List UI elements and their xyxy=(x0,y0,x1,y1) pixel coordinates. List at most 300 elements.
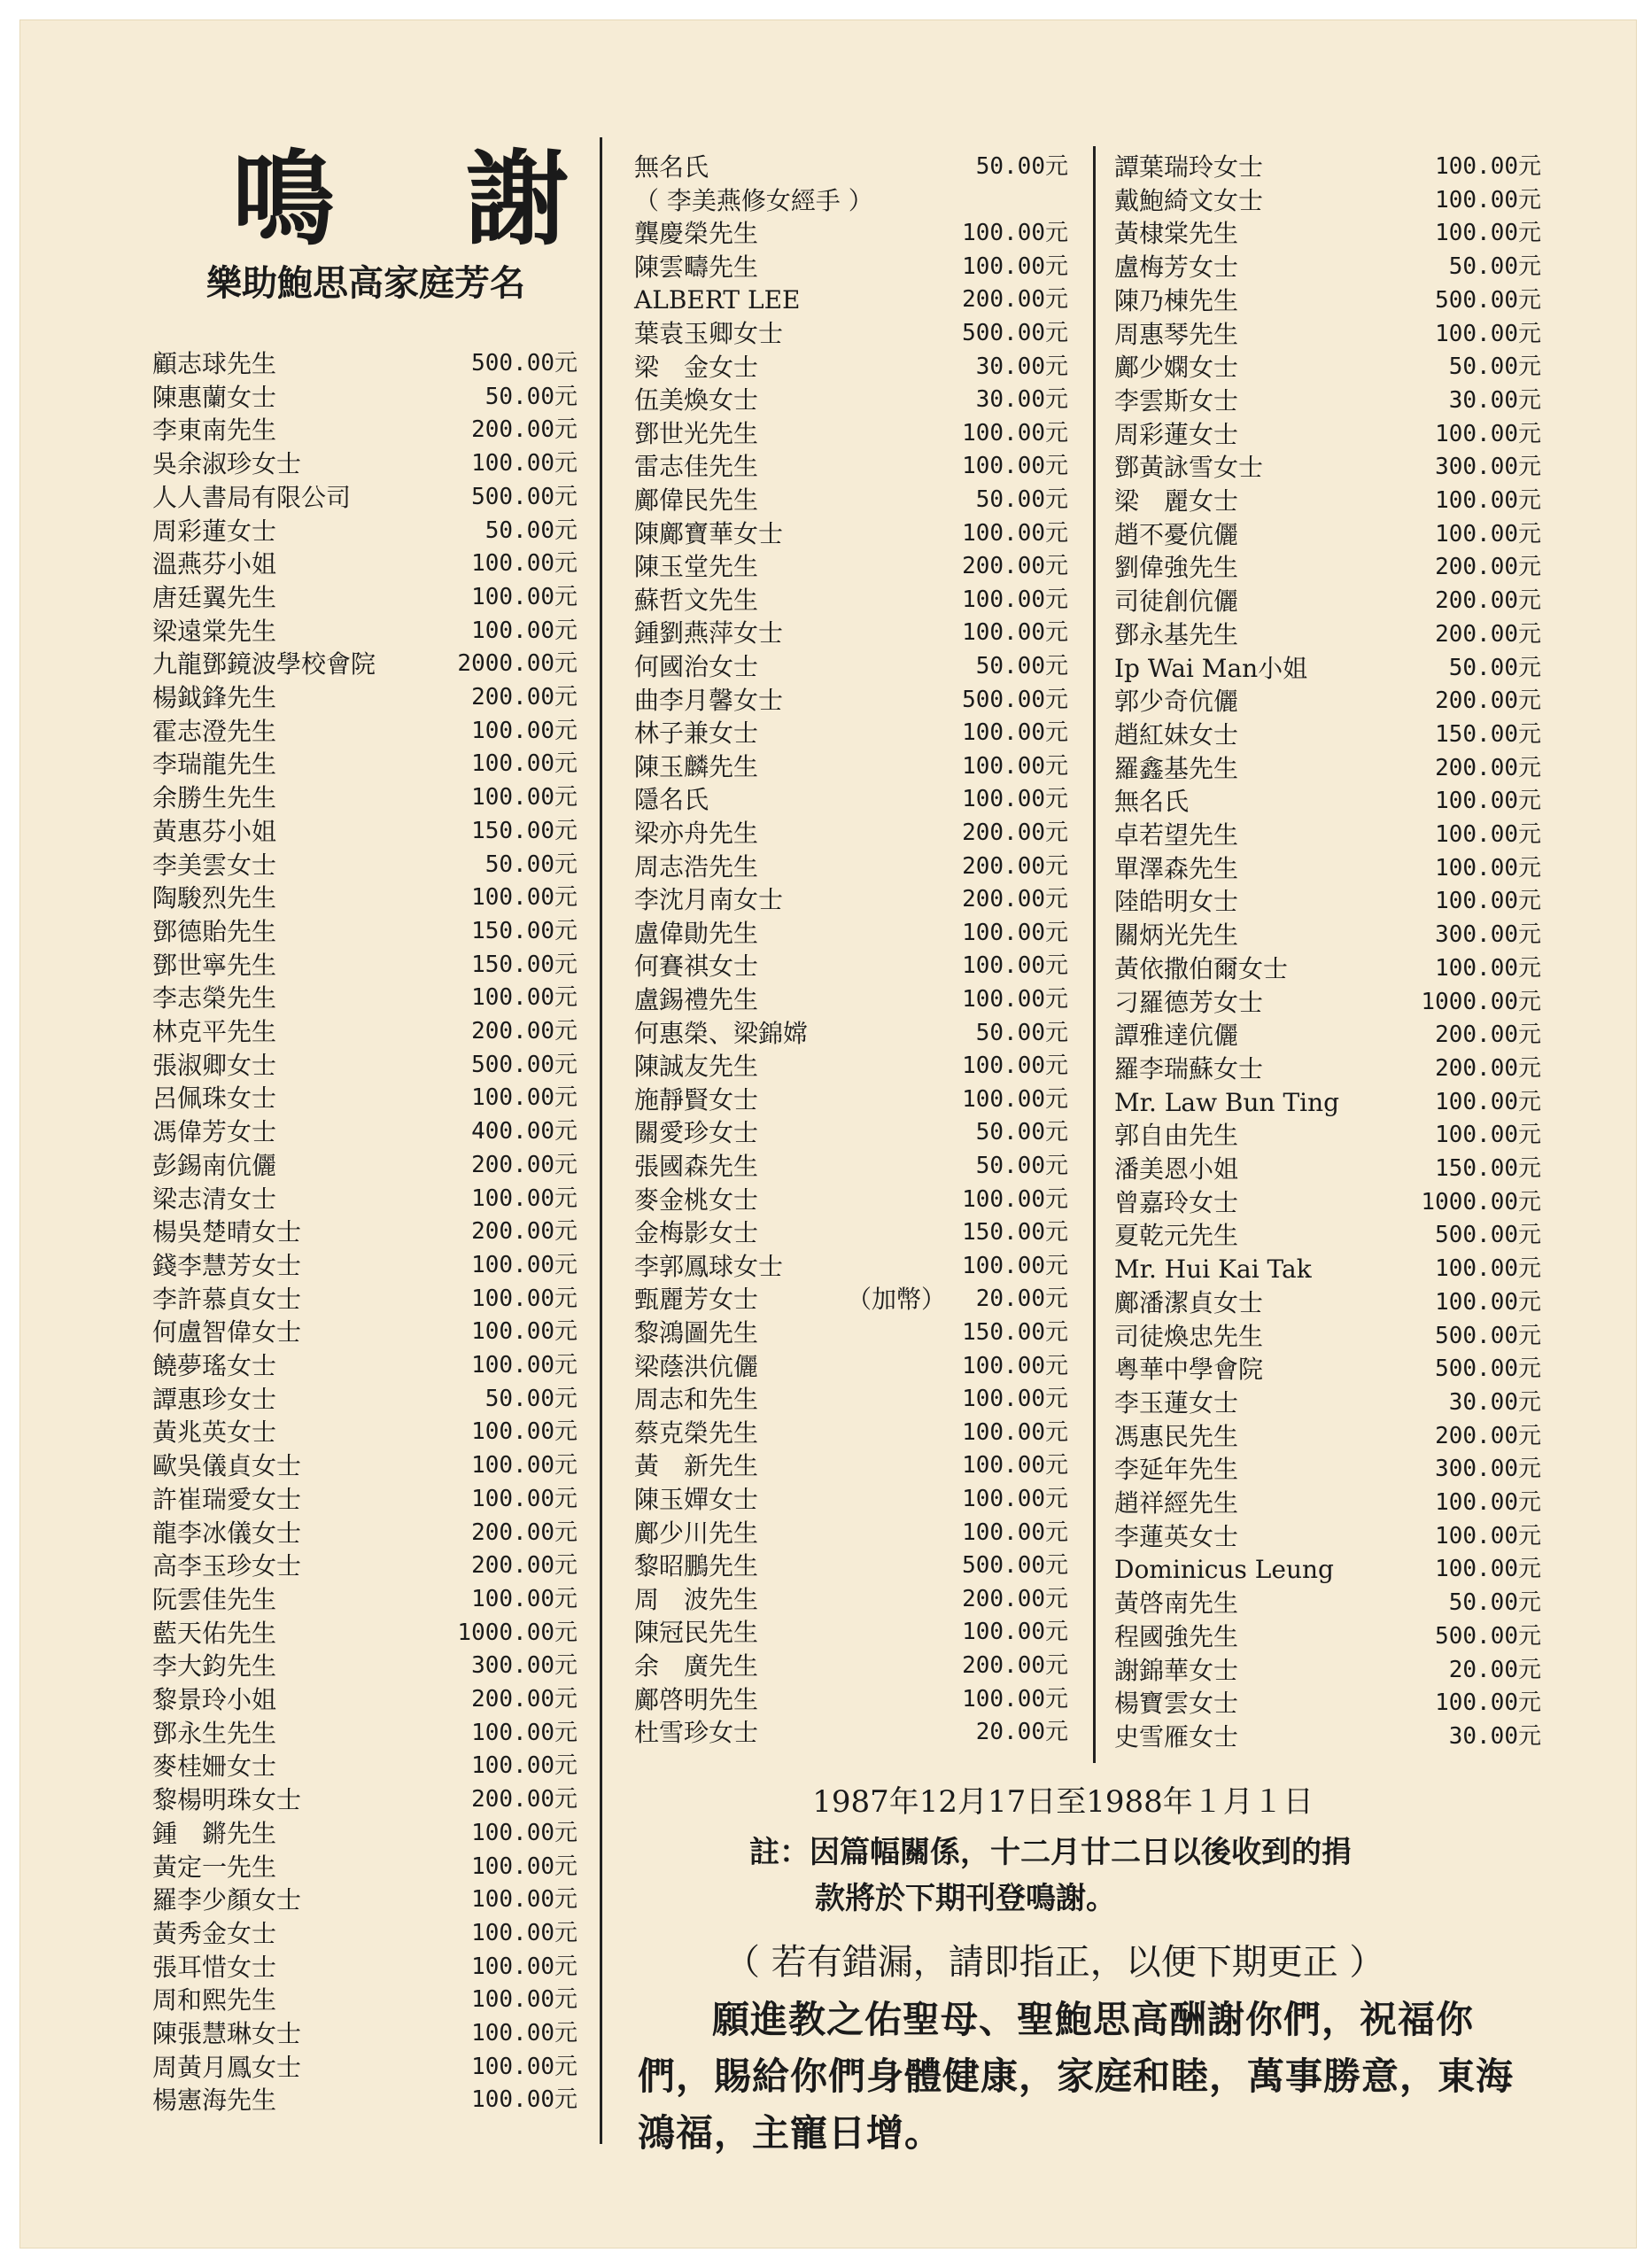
donor-row xyxy=(634,284,1068,316)
donor-row xyxy=(1114,952,1541,985)
donation-amount: 100.00元 xyxy=(471,884,577,912)
donor-name: 梁遠棠先生 xyxy=(152,616,277,646)
donor-row xyxy=(634,1017,1068,1050)
donor-name: 李志榮先生 xyxy=(152,983,277,1014)
donor-column-1 xyxy=(152,347,577,2119)
donor-name: 周志浩先生 xyxy=(634,851,759,882)
donor-name: 郭自由先生 xyxy=(1114,1121,1239,1151)
donor-name: 曲李月馨女士 xyxy=(634,685,784,715)
donor-row xyxy=(1114,1219,1541,1252)
donor-name: 楊鉞鋒先生 xyxy=(152,683,277,712)
page-subtitle: 樂助鮑思高家庭芳名 xyxy=(206,262,525,304)
donor-name: 趙不憂伉儷 xyxy=(1114,519,1239,549)
donation-amount: 500.00元 xyxy=(1435,1322,1541,1349)
donor-row xyxy=(152,581,577,614)
donor-row xyxy=(152,1049,577,1082)
donor-row xyxy=(1114,718,1541,751)
donor-row xyxy=(634,417,1068,450)
donor-row xyxy=(1114,384,1541,417)
donor-row xyxy=(634,550,1068,583)
donor-row xyxy=(634,1716,1068,1749)
donation-amount: 100.00元 xyxy=(471,1184,577,1212)
donation-amount: 200.00元 xyxy=(1435,587,1541,615)
donor-row xyxy=(152,982,577,1014)
donor-name: 李沈月南女士 xyxy=(634,885,784,915)
donor-name: 馮惠民先生 xyxy=(1114,1421,1239,1451)
donor-name: 盧錫禮先生 xyxy=(634,985,759,1014)
donor-row xyxy=(634,384,1068,416)
donation-amount: 100.00元 xyxy=(471,1752,577,1780)
donation-amount: 100.00元 xyxy=(962,1085,1068,1113)
donation-amount: 2000.00元 xyxy=(457,650,577,678)
donor-name: 李美雲女士 xyxy=(152,850,277,880)
donor-name: 饒夢瑤女士 xyxy=(152,1351,277,1380)
donor-row xyxy=(634,817,1068,850)
donation-amount: 100.00元 xyxy=(962,252,1068,280)
donation-amount: 150.00元 xyxy=(471,817,577,844)
donor-name: 梁亦舟先生 xyxy=(634,819,759,848)
donor-row xyxy=(152,381,577,414)
column-divider-right xyxy=(1093,146,1096,1763)
donor-name: 李玉蓮女士 xyxy=(1114,1387,1239,1418)
donation-amount: 1000.00元 xyxy=(1421,988,1541,1015)
donor-row xyxy=(1114,251,1541,284)
donor-row xyxy=(152,882,577,914)
donation-amount: 500.00元 xyxy=(962,686,1068,713)
donation-amount: 100.00元 xyxy=(471,1719,577,1746)
donor-name: 鄧世寧先生 xyxy=(152,950,277,980)
donation-amount: 100.00元 xyxy=(962,619,1068,647)
donor-row xyxy=(1114,1420,1541,1453)
donor-row xyxy=(1114,1119,1541,1152)
donor-name: 黎鴻圖先生 xyxy=(634,1318,759,1348)
donation-amount: 100.00元 xyxy=(471,2086,577,2114)
donation-amount: 100.00元 xyxy=(471,1452,577,1480)
donation-amount: 100.00元 xyxy=(471,1919,577,1946)
donor-row xyxy=(152,1249,577,1282)
donor-row xyxy=(152,648,577,680)
donor-row xyxy=(634,850,1068,883)
donation-amount: 500.00元 xyxy=(1435,1222,1541,1249)
donor-name: 曾嘉玲女士 xyxy=(1114,1187,1239,1217)
donation-amount: 30.00元 xyxy=(975,386,1068,414)
donor-row xyxy=(152,1717,577,1750)
donor-name: 九龍鄧鏡波學校會院 xyxy=(152,649,376,680)
donation-amount: 100.00元 xyxy=(1435,320,1541,347)
donation-amount: 100.00元 xyxy=(1435,1288,1541,1316)
donor-name: 楊寶雲女士 xyxy=(1114,1689,1239,1719)
donation-amount: 100.00元 xyxy=(962,453,1068,480)
donation-amount: 100.00元 xyxy=(471,1585,577,1612)
donation-amount: 150.00元 xyxy=(962,1219,1068,1247)
donor-row xyxy=(152,1951,577,1984)
donor-row xyxy=(634,1550,1068,1582)
donor-row xyxy=(152,1283,577,1316)
donor-name: 何盧智偉女士 xyxy=(152,1317,302,1348)
donor-name: （ 李美燕修女經手 ） xyxy=(634,185,873,215)
donor-row xyxy=(634,1317,1068,1349)
donation-amount: 150.00元 xyxy=(471,951,577,978)
donation-amount: 50.00元 xyxy=(484,850,577,878)
donor-row xyxy=(152,1617,577,1650)
donation-amount: 100.00元 xyxy=(471,1418,577,1446)
donor-row xyxy=(152,1149,577,1182)
donor-name: 周和熙先生 xyxy=(152,1985,277,2016)
donor-name: 戴鮑綺文女士 xyxy=(1114,185,1264,215)
donor-row xyxy=(152,681,577,714)
donor-name: 施靜賢女士 xyxy=(634,1084,759,1115)
donation-amount: 100.00元 xyxy=(471,583,577,610)
donation-amount: 200.00元 xyxy=(1435,1054,1541,1082)
donation-amount: 100.00元 xyxy=(1435,821,1541,848)
donation-amount: 500.00元 xyxy=(1435,286,1541,314)
donation-amount: 50.00元 xyxy=(975,486,1068,513)
donor-row xyxy=(634,1184,1068,1216)
donation-amount: 500.00元 xyxy=(471,483,577,510)
donation-amount: 400.00元 xyxy=(471,1118,577,1146)
donor-name: 劉偉強先生 xyxy=(1114,553,1239,583)
donor-row xyxy=(634,1650,1068,1682)
donor-name: 葉袁玉卿女士 xyxy=(634,319,784,348)
donation-amount: 100.00元 xyxy=(962,952,1068,980)
donor-row xyxy=(1114,1386,1541,1419)
donation-amount: 100.00元 xyxy=(471,1852,577,1880)
donor-row xyxy=(152,1449,577,1482)
donor-name: 鄺啓明先生 xyxy=(634,1684,759,1714)
donor-row xyxy=(152,447,577,480)
donor-name: 程國強先生 xyxy=(1114,1621,1239,1651)
donor-name: 李蓮英女士 xyxy=(1114,1521,1239,1551)
donor-name: 陳玉麟先生 xyxy=(634,751,759,781)
donor-row xyxy=(634,883,1068,916)
donor-row xyxy=(152,1550,577,1582)
donor-name: 張國森先生 xyxy=(634,1152,759,1181)
donor-name: 粵華中學會院 xyxy=(1114,1355,1264,1385)
donation-amount: 200.00元 xyxy=(471,1218,577,1246)
title-char-2: 謝 xyxy=(466,139,569,260)
donor-row xyxy=(1114,1453,1541,1486)
donor-name: 溫燕芬小姐 xyxy=(152,549,277,579)
donor-name: 雷志佳先生 xyxy=(634,452,759,482)
donation-amount: 100.00元 xyxy=(471,1285,577,1312)
donor-row xyxy=(152,1015,577,1048)
donation-amount: 500.00元 xyxy=(471,350,577,377)
donation-amount: 150.00元 xyxy=(471,917,577,944)
donation-amount: 100.00元 xyxy=(471,617,577,644)
donor-name: 陳冠民先生 xyxy=(634,1618,759,1648)
donation-amount: 150.00元 xyxy=(1435,720,1541,748)
donor-row xyxy=(634,917,1068,950)
donor-row xyxy=(152,615,577,648)
donation-amount: 150.00元 xyxy=(1435,1155,1541,1182)
donor-name: 金梅影女士 xyxy=(634,1218,759,1248)
donation-amount: 200.00元 xyxy=(471,1552,577,1580)
donor-name: 余勝生先生 xyxy=(152,783,277,813)
donation-amount: 100.00元 xyxy=(1435,954,1541,982)
donation-amount: 50.00元 xyxy=(975,1153,1068,1179)
donation-amount: 100.00元 xyxy=(1435,487,1541,514)
donation-amount: 1000.00元 xyxy=(457,1619,577,1646)
donor-name: 陳惠蘭女士 xyxy=(152,382,277,412)
donation-amount: 30.00元 xyxy=(975,353,1068,380)
donation-amount: 200.00元 xyxy=(1435,754,1541,781)
donor-row xyxy=(152,949,577,982)
donation-amount: 100.00元 xyxy=(1435,888,1541,915)
donor-row xyxy=(1114,1019,1541,1052)
donor-row xyxy=(152,1216,577,1248)
donor-row xyxy=(634,1583,1068,1616)
donation-amount: 100.00元 xyxy=(1435,153,1541,180)
donation-amount: 200.00元 xyxy=(471,684,577,711)
donation-amount: 200.00元 xyxy=(962,819,1068,846)
donor-name: 隱名氏 xyxy=(634,785,709,815)
donation-amount: 50.00元 xyxy=(975,1119,1068,1146)
donor-row xyxy=(152,1884,577,1916)
donation-amount: 50.00元 xyxy=(975,153,1068,180)
donation-amount: 50.00元 xyxy=(1448,253,1541,281)
donation-amount: 100.00元 xyxy=(962,1052,1068,1080)
donor-row xyxy=(1114,351,1541,384)
donor-row xyxy=(634,1517,1068,1550)
donor-name: 龔慶榮先生 xyxy=(634,219,759,249)
donor-name: 楊吳楚晴女士 xyxy=(152,1217,302,1247)
donor-row xyxy=(1114,785,1541,818)
donation-amount: 100.00元 xyxy=(471,1819,577,1846)
donation-amount: 100.00元 xyxy=(962,786,1068,813)
donation-amount: 100.00元 xyxy=(471,717,577,744)
donation-amount: 50.00元 xyxy=(484,1385,577,1412)
donation-amount: 100.00元 xyxy=(471,1485,577,1512)
donor-row xyxy=(1114,819,1541,851)
donor-row xyxy=(152,715,577,748)
donation-amount: 50.00元 xyxy=(1448,353,1541,381)
donor-name: 李延年先生 xyxy=(1114,1455,1239,1485)
donor-row xyxy=(1114,1052,1541,1085)
donation-amount: 100.00元 xyxy=(962,519,1068,547)
donation-amount: 100.00元 xyxy=(1435,1556,1541,1583)
donor-name: 羅李瑞蘇女士 xyxy=(1114,1053,1264,1084)
donor-row xyxy=(1114,1253,1541,1285)
donor-row xyxy=(1114,485,1541,517)
donor-name: 陳玉堂先生 xyxy=(634,552,759,582)
donor-name: 何國治女士 xyxy=(634,652,759,681)
donor-row xyxy=(152,1683,577,1716)
donor-row xyxy=(634,1050,1068,1083)
column-divider-left xyxy=(600,137,602,2144)
donation-amount: 500.00元 xyxy=(1435,1355,1541,1383)
donor-name: 司徒創伉儷 xyxy=(1114,586,1239,617)
donation-amount: 100.00元 xyxy=(1435,520,1541,548)
donor-name: 張淑卿女士 xyxy=(152,1050,277,1080)
donor-row xyxy=(1114,1086,1541,1119)
donor-row xyxy=(1114,151,1541,183)
donor-row xyxy=(634,1283,1068,1316)
note-line-1: 註：因篇幅關係，十二月廿二日以後收到的捐 xyxy=(749,1835,1352,1870)
donation-amount: 50.00元 xyxy=(1448,654,1541,681)
donor-row xyxy=(152,1917,577,1950)
donor-name: 盧偉勛先生 xyxy=(634,918,759,948)
donor-name: 楊憲海先生 xyxy=(152,2085,277,2116)
donor-row xyxy=(152,815,577,848)
donor-name: 李東南先生 xyxy=(152,416,277,446)
donor-row xyxy=(634,684,1068,717)
donor-row xyxy=(152,781,577,814)
donor-name: 潘美恩小姐 xyxy=(1114,1154,1239,1184)
donor-row xyxy=(1114,217,1541,250)
donor-row xyxy=(152,1750,577,1783)
donation-amount: 200.00元 xyxy=(962,1652,1068,1679)
donor-row xyxy=(152,1349,577,1382)
donor-name: 鄺偉民先生 xyxy=(634,485,759,515)
donation-amount: 100.00元 xyxy=(962,1486,1068,1512)
donor-name: 鄺潘潔貞女士 xyxy=(1114,1287,1264,1317)
donation-amount: 100.00元 xyxy=(1435,1122,1541,1149)
donor-row xyxy=(1114,1353,1541,1386)
donor-row xyxy=(634,1150,1068,1183)
donor-row xyxy=(1114,986,1541,1019)
note-line-2: 款將於下期刊登鳴謝。 xyxy=(815,1881,1116,1916)
donor-row xyxy=(634,517,1068,550)
donor-row xyxy=(152,1383,577,1416)
donor-row xyxy=(1114,618,1541,651)
donation-amount: 100.00元 xyxy=(1435,220,1541,247)
donor-name: 李雲斯女士 xyxy=(1114,385,1239,416)
donation-amount: 1000.00元 xyxy=(1421,1188,1541,1216)
donor-name: 無名氏 xyxy=(1114,787,1190,817)
title-char-1: 鳴 xyxy=(232,139,335,260)
donor-row xyxy=(634,1683,1068,1716)
donor-name: 彭錫南伉儷 xyxy=(152,1150,277,1180)
donation-amount: 300.00元 xyxy=(1435,1456,1541,1483)
donor-name: 顧志球先生 xyxy=(152,349,277,378)
donor-name: 鄺少嫻女士 xyxy=(1114,353,1239,383)
donor-row xyxy=(634,950,1068,983)
donor-row xyxy=(1114,551,1541,584)
donor-row xyxy=(1114,852,1541,885)
donor-name: 羅李少顏女士 xyxy=(152,1885,302,1915)
donor-row xyxy=(634,1383,1068,1416)
donation-amount: 100.00元 xyxy=(962,1619,1068,1646)
donation-amount: 200.00元 xyxy=(962,1585,1068,1612)
donor-row xyxy=(634,750,1068,783)
donor-row xyxy=(634,1084,1068,1116)
donor-name: 羅鑫基先生 xyxy=(1114,753,1239,783)
donor-name: 周黃月鳳女士 xyxy=(152,2052,302,2082)
donor-row xyxy=(634,1350,1068,1383)
donor-column-2 xyxy=(634,151,1068,1763)
donor-row xyxy=(634,317,1068,350)
donor-row xyxy=(152,481,577,514)
donor-name: 林子兼女士 xyxy=(634,718,759,749)
donation-amount: 30.00元 xyxy=(1448,386,1541,414)
donor-name: 單澤森先生 xyxy=(1114,853,1239,883)
donation-amount: 50.00元 xyxy=(484,383,577,410)
donation-amount: 20.00元 xyxy=(975,1285,1068,1313)
donor-row xyxy=(152,1817,577,1850)
donation-amount: 500.00元 xyxy=(962,320,1068,346)
donor-row xyxy=(1114,284,1541,317)
donor-row xyxy=(152,414,577,447)
donor-name: 陳張慧琳女士 xyxy=(152,2019,302,2048)
donor-name: 黎昭鵬先生 xyxy=(634,1551,759,1581)
donor-row xyxy=(634,650,1068,683)
donor-name: 關炳光先生 xyxy=(1114,920,1239,951)
donor-row xyxy=(152,1650,577,1682)
donation-amount: 100.00元 xyxy=(962,1185,1068,1213)
donor-name: 李許慕貞女士 xyxy=(152,1284,302,1314)
currency-note: （加幣） xyxy=(847,1285,947,1315)
donor-name: 黃 新先生 xyxy=(634,1451,759,1481)
date-range: 1987年12月17日至1988年１月１日 xyxy=(812,1784,1314,1820)
donor-row xyxy=(152,1115,577,1148)
donor-name: 李郭鳳球女士 xyxy=(634,1251,784,1281)
donor-name: 無名氏 xyxy=(634,152,709,182)
donor-row xyxy=(1114,1186,1541,1219)
donation-amount: 100.00元 xyxy=(1435,1689,1541,1717)
donor-name: 司徒煥忠先生 xyxy=(1114,1321,1264,1351)
donor-row xyxy=(1114,518,1541,551)
donation-amount: 200.00元 xyxy=(471,1518,577,1546)
donation-amount: 100.00元 xyxy=(471,1318,577,1346)
donor-name: 盧梅芳女士 xyxy=(1114,252,1239,283)
donor-row xyxy=(152,1517,577,1550)
blessing-text: 願進教之佑聖母、聖鮑思高酬謝你們，祝福你們，賜給你們身體健康，家庭和睦，萬事勝意，東海鴻福，主寵日增。 xyxy=(638,1998,1515,2155)
donation-amount: 500.00元 xyxy=(471,1051,577,1078)
donor-name: 錢李慧芳女士 xyxy=(152,1250,302,1280)
donation-amount: 100.00元 xyxy=(962,1252,1068,1279)
donor-name: 陳雲疇先生 xyxy=(634,252,759,282)
donor-name: 李瑞龍先生 xyxy=(152,750,277,780)
donation-amount: 100.00元 xyxy=(1435,854,1541,882)
donation-amount: 100.00元 xyxy=(1435,1522,1541,1550)
donor-name: 人人書局有限公司 xyxy=(152,482,352,512)
donor-row xyxy=(1114,685,1541,718)
donation-amount: 100.00元 xyxy=(962,1352,1068,1379)
donor-row xyxy=(152,915,577,948)
donor-row xyxy=(152,1316,577,1348)
donor-row xyxy=(634,1417,1068,1449)
donor-name: 趙紅妹女士 xyxy=(1114,719,1239,750)
donation-amount: 100.00元 xyxy=(471,550,577,578)
donor-name: 陳誠友先生 xyxy=(634,1052,759,1082)
donor-name: 陸皓明女士 xyxy=(1114,887,1239,917)
donation-amount: 200.00元 xyxy=(471,1018,577,1045)
donor-name: 黃啓南先生 xyxy=(1114,1588,1239,1619)
donation-amount: 300.00元 xyxy=(1435,454,1541,481)
donor-name: 張耳惜女士 xyxy=(152,1952,277,1982)
donor-row xyxy=(634,584,1068,617)
donor-name: 鄺少川先生 xyxy=(634,1518,759,1548)
donor-name: 譚葉瑞玲女士 xyxy=(1114,152,1264,182)
donor-name: 梁志清女士 xyxy=(152,1184,277,1214)
donation-amount: 50.00元 xyxy=(484,517,577,544)
donor-name: 周 波先生 xyxy=(634,1584,759,1614)
donor-row xyxy=(634,1216,1068,1249)
donor-name: 余 廣先生 xyxy=(634,1651,759,1681)
donor-row xyxy=(152,1851,577,1884)
donation-amount: 100.00元 xyxy=(1435,420,1541,447)
donation-amount: 200.00元 xyxy=(1435,554,1541,581)
donor-name: 黃惠芬小姐 xyxy=(152,816,277,846)
donor-row xyxy=(152,2017,577,2050)
donation-amount: 100.00元 xyxy=(471,784,577,812)
donor-row xyxy=(1114,1286,1541,1319)
donor-name: 鄧永生先生 xyxy=(152,1718,277,1748)
donor-name: 謝錦華女士 xyxy=(1114,1655,1239,1685)
donor-row xyxy=(634,983,1068,1016)
donation-amount: 200.00元 xyxy=(471,1151,577,1178)
donor-name: 周志和先生 xyxy=(634,1385,759,1415)
